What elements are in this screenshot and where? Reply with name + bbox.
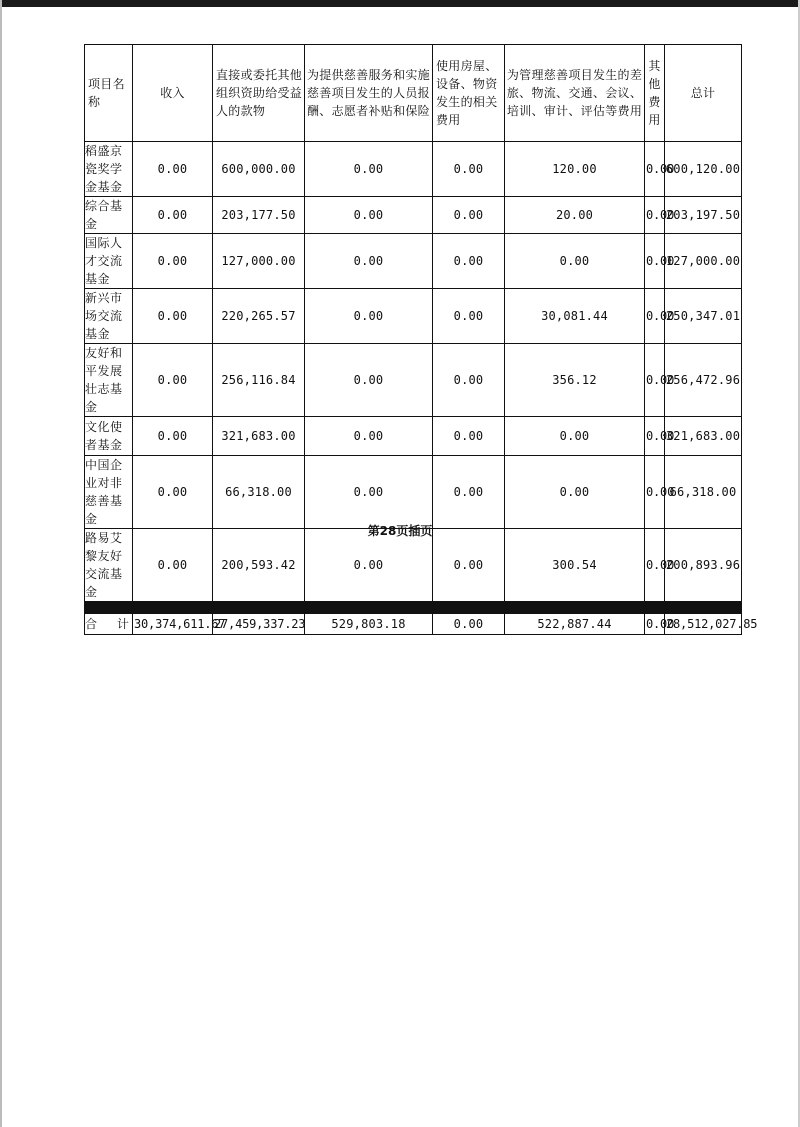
row-income: 0.00 (133, 529, 213, 602)
expense-table (84, 44, 758, 635)
row-property-use: 0.00 (433, 142, 505, 197)
row-total: 127,000.00 (665, 234, 742, 289)
row-property-use: 0.00 (433, 234, 505, 289)
header-staff-pay: 为提供慈善服务和实施慈善项目发生的人员报酬、志愿者补贴和保险 (305, 45, 433, 142)
row-other: 0.00 (645, 344, 665, 417)
row-property-use: 0.00 (433, 344, 505, 417)
row-direct-grants: 200,593.42 (213, 529, 305, 602)
table-row (85, 456, 742, 529)
row-staff-pay: 0.00 (305, 456, 433, 529)
totals-management: 522,887.44 (505, 614, 645, 635)
row-name: 友好和平发展壮志基金 (85, 344, 133, 417)
row-property-use: 0.00 (433, 456, 505, 529)
totals-other: 0.00 (645, 614, 665, 635)
row-income: 0.00 (133, 344, 213, 417)
table-row (85, 529, 742, 602)
row-name: 国际人才交流基金 (85, 234, 133, 289)
row-management: 20.00 (505, 197, 645, 234)
row-property-use: 0.00 (433, 197, 505, 234)
row-management: 30,081.44 (505, 289, 645, 344)
row-income: 0.00 (133, 417, 213, 456)
table-row (85, 197, 742, 234)
row-direct-grants: 127,000.00 (213, 234, 305, 289)
header-name: 项目名称 (85, 45, 133, 142)
row-staff-pay: 0.00 (305, 344, 433, 417)
row-income: 0.00 (133, 456, 213, 529)
row-direct-grants: 220,265.57 (213, 289, 305, 344)
header-property-use: 使用房屋、设备、物资发生的相关费用 (433, 45, 505, 142)
totals-label: 合 计 (85, 614, 133, 635)
row-total: 600,120.00 (665, 142, 742, 197)
header-direct-grants: 直接或委托其他组织资助给受益人的款物 (213, 45, 305, 142)
row-other: 0.00 (645, 417, 665, 456)
row-name: 路易艾黎友好交流基金 (85, 529, 133, 602)
row-total: 256,472.96 (665, 344, 742, 417)
table-row (85, 142, 742, 197)
row-total: 66,318.00 (665, 456, 742, 529)
row-name: 文化使者基金 (85, 417, 133, 456)
header-row (85, 45, 742, 142)
row-income: 0.00 (133, 234, 213, 289)
scan-top-edge (0, 0, 800, 7)
header-management: 为管理慈善项目发生的差旅、物流、交通、会议、培训、审计、评估等费用 (505, 45, 645, 142)
row-other: 0.00 (645, 529, 665, 602)
totals-total: 28,512,027.85 (665, 614, 742, 635)
totals-direct-grants: 27,459,337.23 (213, 614, 305, 635)
row-management: 0.00 (505, 234, 645, 289)
row-other: 0.00 (645, 197, 665, 234)
separator-fill (85, 602, 742, 614)
row-direct-grants: 256,116.84 (213, 344, 305, 417)
row-staff-pay: 0.00 (305, 289, 433, 344)
row-name: 新兴市场交流基金 (85, 289, 133, 344)
scan-left-edge (0, 0, 2, 1127)
separator-band (85, 602, 742, 614)
row-other: 0.00 (645, 142, 665, 197)
table-row (85, 234, 742, 289)
row-total: 321,683.00 (665, 417, 742, 456)
row-direct-grants: 600,000.00 (213, 142, 305, 197)
row-other: 0.00 (645, 234, 665, 289)
totals-property-use: 0.00 (433, 614, 505, 635)
row-staff-pay: 0.00 (305, 529, 433, 602)
row-name: 综合基金 (85, 197, 133, 234)
row-total: 250,347.01 (665, 289, 742, 344)
header-total: 总计 (665, 45, 742, 142)
row-direct-grants: 203,177.50 (213, 197, 305, 234)
row-property-use: 0.00 (433, 417, 505, 456)
totals-row (85, 614, 742, 635)
row-management: 120.00 (505, 142, 645, 197)
page-insert-note: 第28页插页 (367, 524, 433, 538)
row-staff-pay: 0.00 (305, 234, 433, 289)
row-management: 300.54 (505, 529, 645, 602)
row-total: 203,197.50 (665, 197, 742, 234)
table-row (85, 417, 742, 456)
header-other: 其他费用 (645, 45, 665, 142)
row-income: 0.00 (133, 197, 213, 234)
row-income: 0.00 (133, 142, 213, 197)
row-name: 稻盛京瓷奖学金基金 (85, 142, 133, 197)
header-income: 收入 (133, 45, 213, 142)
row-property-use: 0.00 (433, 289, 505, 344)
row-staff-pay: 0.00 (305, 417, 433, 456)
totals-income: 30,374,611.67 (133, 614, 213, 635)
row-management: 0.00 (505, 456, 645, 529)
row-name: 中国企业对非慈善基金 (85, 456, 133, 529)
row-other: 0.00 (645, 456, 665, 529)
row-other: 0.00 (645, 289, 665, 344)
row-management: 0.00 (505, 417, 645, 456)
totals-staff-pay: 529,803.18 (305, 614, 433, 635)
row-staff-pay: 0.00 (305, 197, 433, 234)
row-staff-pay: 0.00 (305, 142, 433, 197)
table-row (85, 344, 742, 417)
row-direct-grants: 321,683.00 (213, 417, 305, 456)
row-income: 0.00 (133, 289, 213, 344)
row-direct-grants: 66,318.00 (213, 456, 305, 529)
table-row (85, 289, 742, 344)
row-property-use: 0.00 (433, 529, 505, 602)
row-total: 200,893.96 (665, 529, 742, 602)
row-management: 356.12 (505, 344, 645, 417)
